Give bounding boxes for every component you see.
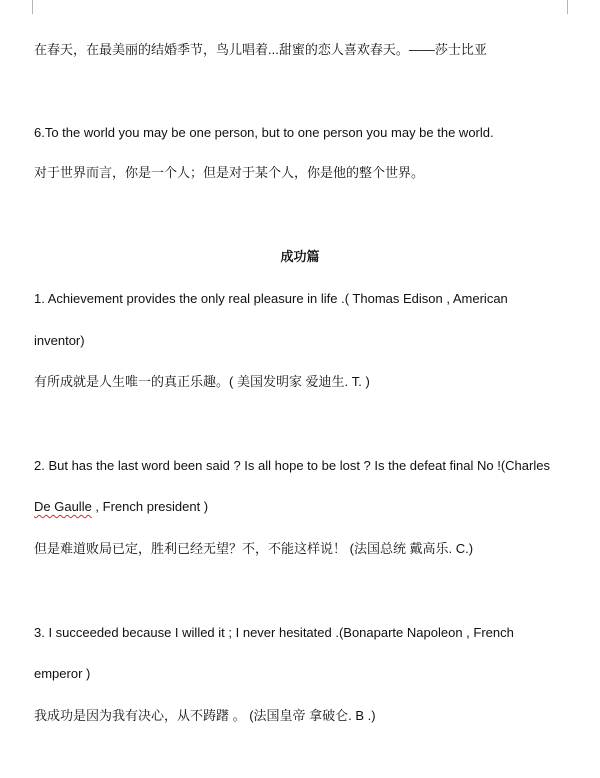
page-corner-mark-right xyxy=(567,0,578,14)
section-title: 成功篇 xyxy=(280,249,320,264)
intro-quote-zh: 在春天，在最美丽的结婚季节，鸟儿唱着...甜蜜的恋人喜欢春天。——莎士比亚 xyxy=(34,42,487,57)
quote-3-en-line1: 3. I succeeded because I willed it ; I never hesitated .(Bonaparte Napoleon , French xyxy=(34,625,514,640)
quote-3-en-line2: emperor ) xyxy=(34,666,91,681)
quote-1-en-line2: inventor) xyxy=(34,333,85,348)
quote-2-zh: 但是难道败局已定，胜利已经无望？不，不能这样说！ (法国总统 戴高乐. C.) xyxy=(34,541,474,556)
quote-3-zh: 我成功是因为我有决心，从不踌躇 。 (法国皇帝 拿破仑. B .) xyxy=(34,708,376,723)
spellcheck-flagged-word: De Gaulle xyxy=(34,499,92,514)
quote-2-en-line1: 2. But has the last word been said ? Is all hope to be lost ? Is the defeat final No !(Charles xyxy=(34,458,550,473)
quote-1-en-line1: 1. Achievement provides the only real pleasure in life .( Thomas Edison , American xyxy=(34,291,508,306)
page-corner-mark-left xyxy=(22,0,33,14)
quote-6-en: 6.To the world you may be one person, but to one person you may be the world. xyxy=(34,125,494,140)
quote-6-zh: 对于世界而言，你是一个人；但是对于某个人，你是他的整个世界。 xyxy=(34,165,425,180)
quote-2-en-line2 xyxy=(34,498,208,516)
quote-1-zh: 有所成就是人生唯一的真正乐趣。( 美国发明家 爱迪生. T. ) xyxy=(34,374,370,389)
quote-2-en-line2-rest: , French president ) xyxy=(91,499,209,514)
